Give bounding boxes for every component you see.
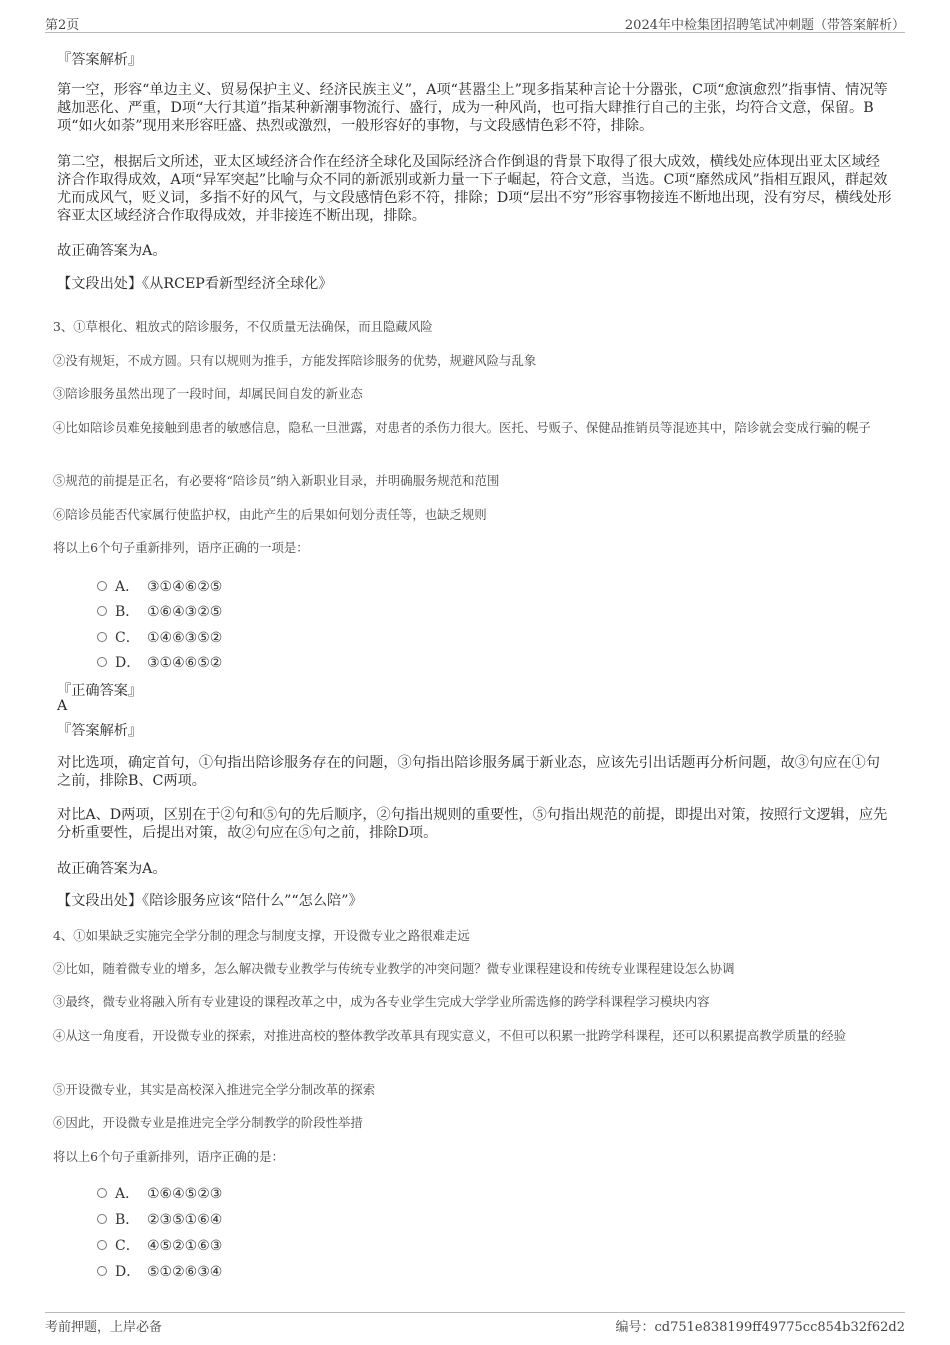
question-sentence: 4、①如果缺乏实施完全学分制的理念与制度支撑，开设微专业之路很难走远 — [53, 928, 470, 943]
radio-icon[interactable] — [97, 657, 107, 667]
source-citation: 【文段出处】《从RCEP看新型经济全球化》 — [57, 276, 333, 292]
question-sentence: ②比如，随着微专业的增多，怎么解决微专业教学与传统专业教学的冲突问题？微专业课程建设和传统专业课程建设怎么协调 — [53, 961, 735, 976]
option-c[interactable]: C． ①④⑥③⑤② — [97, 627, 222, 647]
radio-icon[interactable] — [97, 606, 107, 616]
option-a[interactable]: A． ③①④⑥②⑤ — [97, 576, 222, 596]
option-d[interactable]: D． ③①④⑥⑤② — [97, 652, 222, 672]
analysis-paragraph: 第二空，根据后文所述，亚太区域经济合作在经济全球化及国际经济合作倒退的背景下取得了很大成效，横线处应体现出亚太区域经济合作取得成效，A项“异军突起”比喻与众不同的新派别或新力量一下子崛起，符合文意，当选。C项“靡然成风”指相互跟风，群起效尤而成风气，贬义词，多指不好的风气，与文段感情色彩不符，排除；D项“层出不穷”形容事物接连不断地出现，没有穷尽，横线处形容亚太区域经济合作取得成效，并非接连不断出现，排除。 — [57, 154, 892, 224]
analysis-label: 『答案解析』 — [57, 723, 143, 739]
page-number: 第2页 — [45, 18, 80, 33]
answer-value: A — [57, 698, 68, 714]
question-sentence: ⑤开设微专业，其实是高校深入推进完全学分制改革的探索 — [53, 1082, 376, 1097]
question-sentence: ③最终，微专业将融入所有专业建设的课程改革之中，成为各专业学生完成大学学业所需选修的跨学科课程学习模块内容 — [53, 994, 710, 1009]
conclusion: 故正确答案为A。 — [57, 861, 167, 877]
page-footer — [45, 1312, 905, 1335]
source-citation: 【文段出处】《陪诊服务应该“陪什么”“怎么陪”》 — [57, 893, 363, 909]
analysis-paragraph: 对比选项，确定首句，①句指出陪诊服务存在的问题，③句指出陪诊服务属于新业态，应该先引出话题再分析问题，故③句应在①句之前，排除B、C两项。 — [57, 755, 880, 789]
question-sentence: ⑥因此，开设微专业是推进完全学分制教学的阶段性举措 — [53, 1115, 363, 1130]
question-sentence: ⑥陪诊员能否代家属行使监护权，由此产生的后果如何划分责任等，也缺乏规则 — [53, 507, 487, 522]
question-sentence: ②没有规矩，不成方圆。只有以规则为推手，方能发挥陪诊服务的优势，规避风险与乱象 — [53, 353, 537, 368]
conclusion: 故正确答案为A。 — [57, 243, 167, 259]
analysis-paragraph: 对比A、D两项，区别在于②句和⑤句的先后顺序，②句指出规则的重要性，⑤句指出规范的前提，即提出对策，按照行文逻辑，应先分析重要性，后提出对策，故②句应在⑤句之前，排除D项。 — [57, 807, 888, 841]
option-b[interactable]: B． ①⑥④③②⑤ — [97, 601, 222, 621]
radio-icon[interactable] — [97, 632, 107, 642]
question-sentence: 3、①草根化、粗放式的陪诊服务，不仅质量无法确保，而且隐藏风险 — [53, 319, 433, 334]
option-c[interactable]: C． ④⑤②①⑥③ — [97, 1235, 222, 1255]
answer-label: 『正确答案』 — [57, 683, 143, 699]
analysis-paragraph: 第一空，形容“单边主义、贸易保护主义、经济民族主义”，A项“甚嚣尘上”现多指某种言论十分嚣张，C项“愈演愈烈”指事情、情况等越加恶化、严重，D项“大行其道”指某种新潮事物流行、盛行，成为一种风尚，也可指大肆推行自己的主张，均符合文意，保留。B项“如火如荼”现用来形容旺盛、热烈或激烈，一般形容好的事物，与文段感情色彩不符，排除。 — [57, 82, 888, 134]
radio-icon[interactable] — [97, 1188, 107, 1198]
question-sentence: ③陪诊服务虽然出现了一段时间，却属民间自发的新业态 — [53, 386, 363, 401]
radio-icon[interactable] — [97, 1266, 107, 1276]
option-a[interactable]: A． ①⑥④⑤②③ — [97, 1183, 222, 1203]
document-title: 2024年中检集团招聘笔试冲刺题（带答案解析） — [624, 18, 905, 33]
radio-icon[interactable] — [97, 581, 107, 591]
question-sentence: ④比如陪诊员难免接触到患者的敏感信息，隐私一旦泄露，对患者的杀伤力很大。医托、号贩子、保健品推销员等混迹其中，陪诊就会变成行骗的幌子 — [53, 420, 871, 435]
option-d[interactable]: D． ⑤①②⑥③④ — [97, 1261, 222, 1281]
analysis-label: 『答案解析』 — [57, 52, 143, 68]
footer-slogan: 考前押题，上岸必备 — [45, 1320, 163, 1335]
question-sentence: ⑤规范的前提是正名，有必要将“陪诊员”纳入新职业目录，并明确服务规范和范围 — [53, 473, 500, 488]
radio-icon[interactable] — [97, 1240, 107, 1250]
question-prompt: 将以上6个句子重新排列，语序正确的是： — [53, 1149, 284, 1164]
radio-icon[interactable] — [97, 1214, 107, 1224]
document-code: 编号：cd751e838199ff49775cc854b32f62d2 — [615, 1320, 905, 1335]
option-b[interactable]: B． ②③⑤①⑥④ — [97, 1209, 222, 1229]
page-header — [45, 12, 905, 33]
question-prompt: 将以上6个句子重新排列，语序正确的一项是： — [53, 540, 309, 555]
question-sentence: ④从这一角度看，开设微专业的探索，对推进高校的整体教学改革具有现实意义，不但可以积累一批跨学科课程，还可以积累提高教学质量的经验 — [53, 1028, 846, 1043]
